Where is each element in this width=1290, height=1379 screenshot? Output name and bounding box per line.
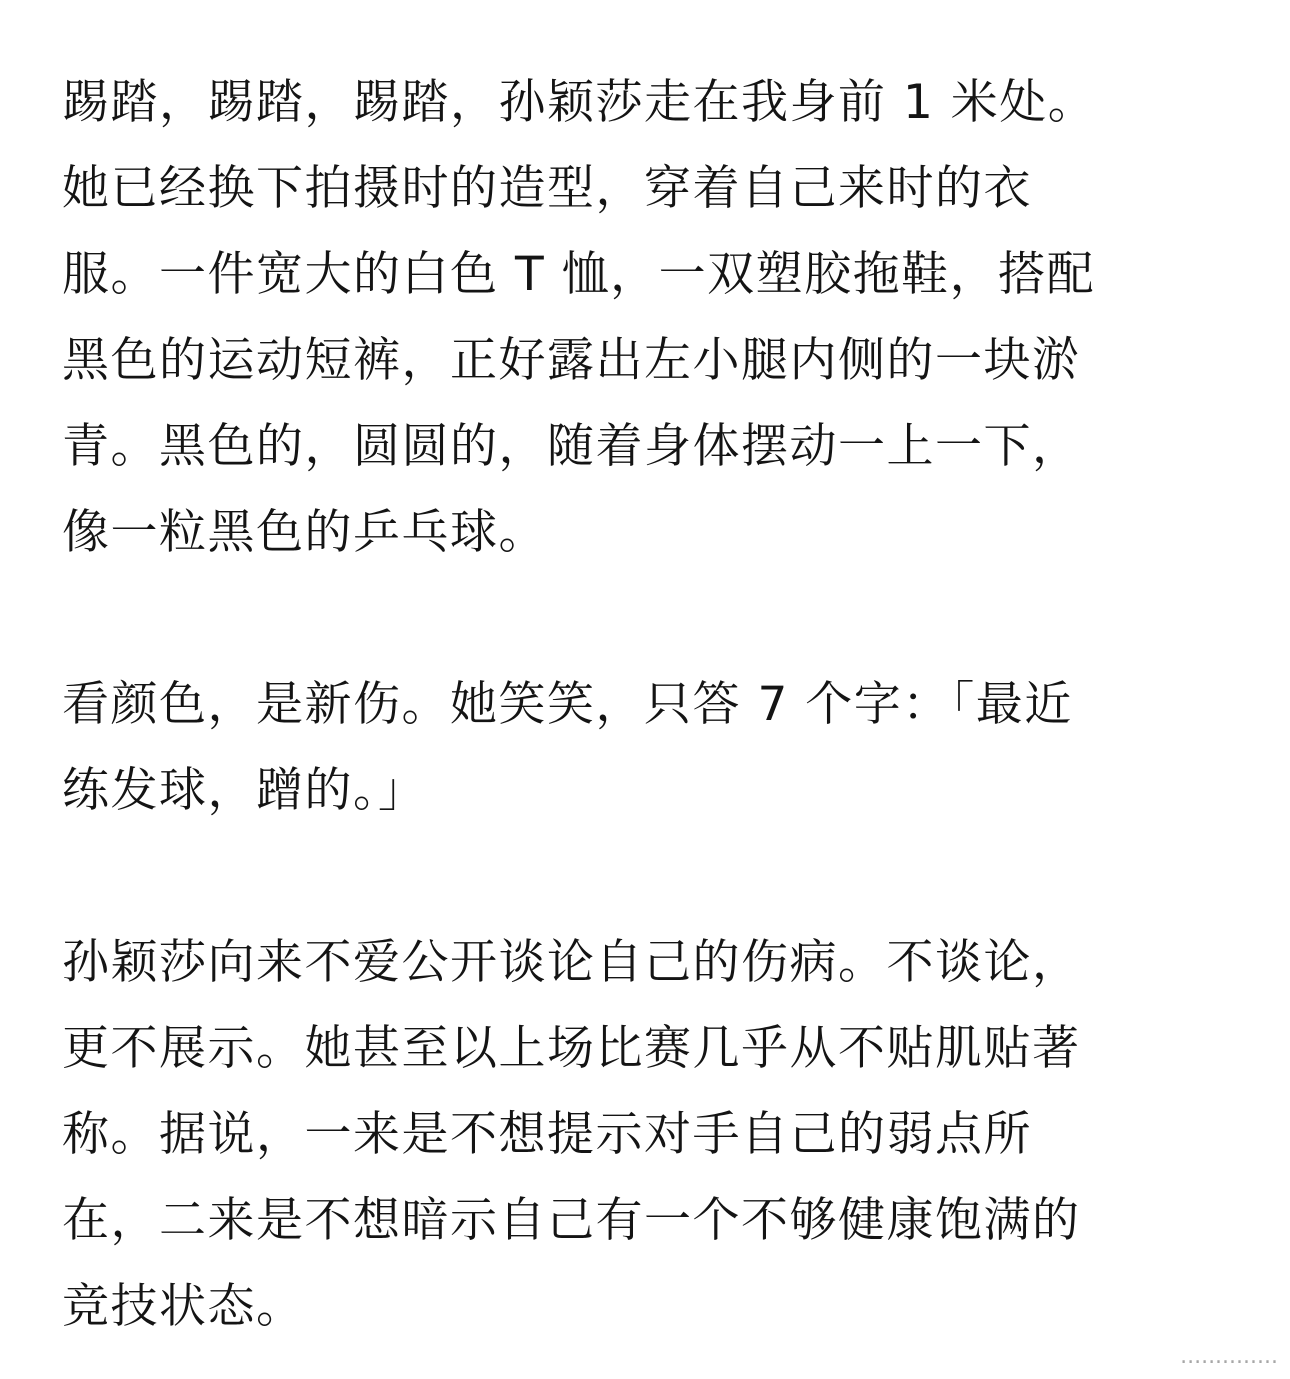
paragraph-spacer [62,834,1232,920]
paragraph-2 [62,662,1232,834]
text-line: 练发球，蹭的。」 [62,763,427,818]
text-line: 踢踏，踢踏，踢踏，孙颖莎走在我身前 1 米处。 [62,75,1097,130]
article-body [62,60,1232,1350]
text-line: 看颜色，是新伤。她笑笑，只答 7 个字：「最近 [62,677,1073,732]
paragraph-spacer [62,576,1232,662]
watermark: .............. [1180,1344,1278,1369]
text-line: 她已经换下拍摄时的造型，穿着自己来时的衣 [62,161,1032,216]
text-line: 青。黑色的，圆圆的，随着身体摆动一上一下， [62,419,1081,474]
text-line: 服。一件宽大的白色 T 恤，一双塑胶拖鞋，搭配 [62,247,1096,302]
text-line: 竞技状态。 [62,1279,305,1334]
text-line: 黑色的运动短裤，正好露出左小腿内侧的一块淤 [62,333,1081,388]
text-line: 像一粒黑色的乒乓球。 [62,505,547,560]
paragraph-1 [62,60,1232,576]
paragraph-3 [62,920,1232,1350]
text-line: 称。据说，一来是不想提示对手自己的弱点所 [62,1107,1032,1162]
text-line: 孙颖莎向来不爱公开谈论自己的伤病。不谈论， [62,935,1081,990]
text-line: 在，二来是不想暗示自己有一个不够健康饱满的 [62,1193,1081,1248]
text-line: 更不展示。她甚至以上场比赛几乎从不贴肌贴著 [62,1021,1081,1076]
